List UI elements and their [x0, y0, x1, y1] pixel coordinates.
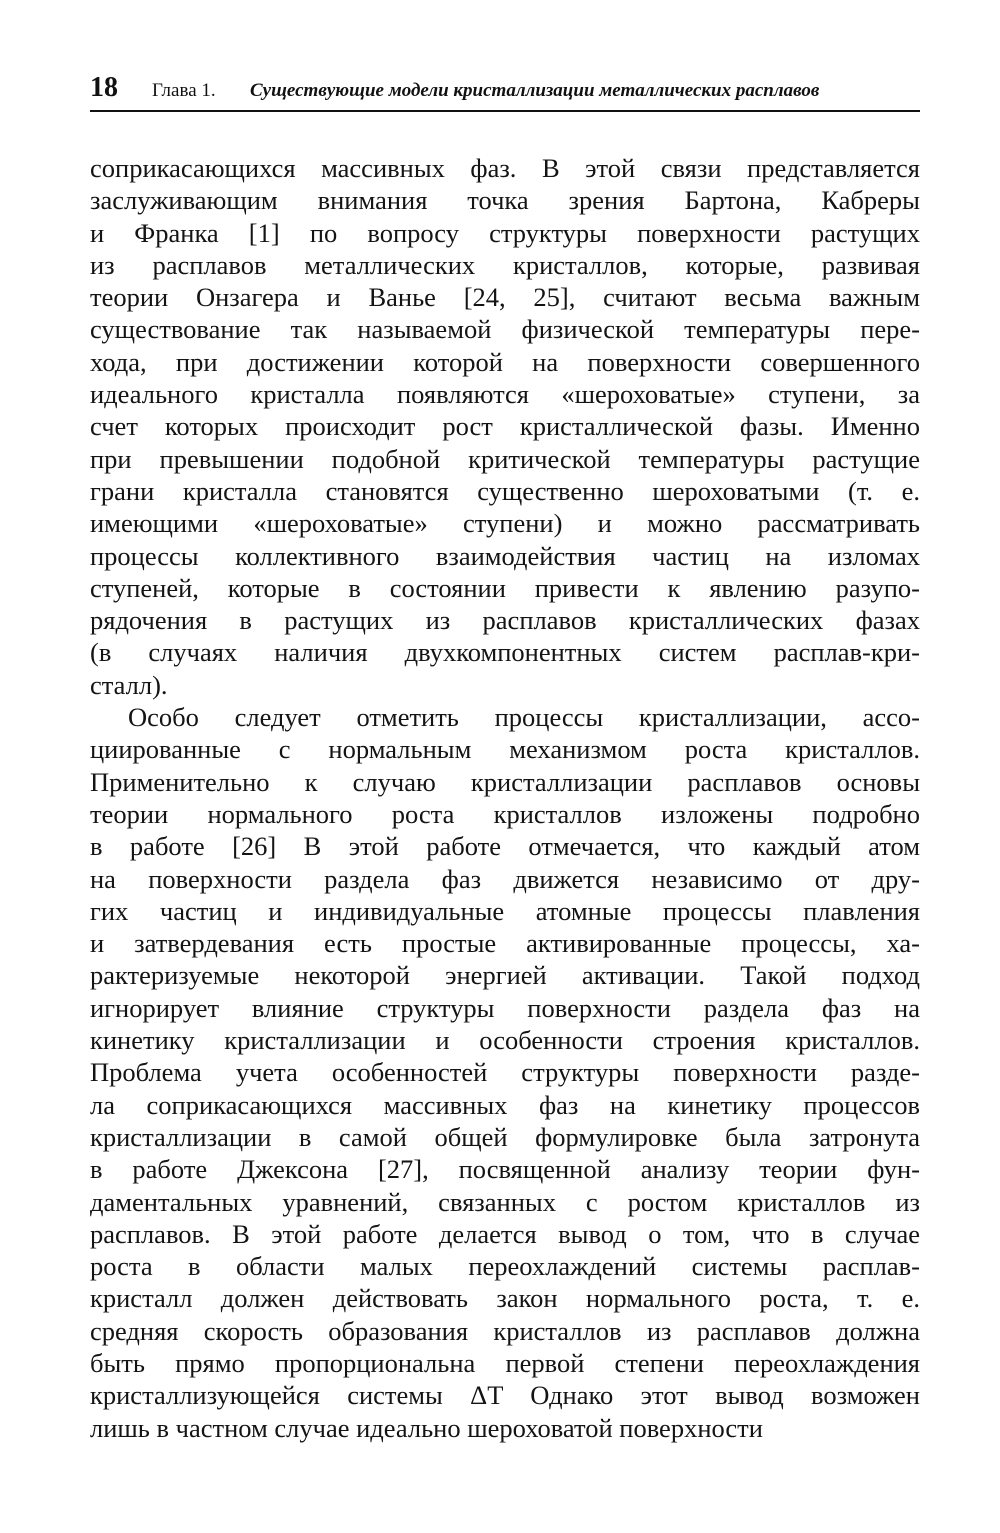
text-line: рядочения в растущих из расплавов кристаллических фазах — [90, 605, 920, 636]
text-line: теории нормального роста кристаллов изложены подробно — [90, 798, 920, 829]
text-line: кристаллизующейся системы ΔT Однако этот вывод возможен — [90, 1380, 920, 1411]
text-line: кристалл должен действовать закон нормального роста, т. е. — [90, 1283, 920, 1314]
text-line: Применительно к случаю кристаллизации расплавов основы — [90, 766, 920, 797]
body-text — [90, 152, 920, 1444]
text-line: роста в области малых переохлаждений системы расплав- — [90, 1251, 920, 1282]
text-line: даментальных уравнений, связанных с ростом кристаллов из — [90, 1186, 920, 1217]
text-line: кристаллизации в самой общей формулировке была затронута — [90, 1121, 920, 1152]
text-line: в работе [26] В этой работе отмечается, что каждый атом — [90, 831, 920, 862]
chapter-label: Глава 1. — [152, 80, 216, 101]
text-line: Особо следует отметить процессы кристаллизации, ассо- — [128, 702, 920, 733]
text-line: в работе Джексона [27], посвященной анализу теории фун- — [90, 1154, 920, 1185]
paragraph — [90, 152, 920, 701]
chapter-title: Существующие модели кристаллизации металлических расплавов — [250, 80, 820, 101]
text-line: теории Онзагера и Ванье [24, 25], считают весьма важным — [90, 282, 920, 313]
text-line: счет которых происходит рост кристаллической фазы. Именно — [90, 411, 920, 442]
text-line: при превышении подобной критической температуры растущие — [90, 443, 920, 474]
running-head — [90, 70, 920, 112]
text-line: (в случаях наличия двухкомпонентных систем расплав-кри- — [90, 637, 920, 668]
text-line: хода, при достижении которой на поверхности совершенного — [90, 346, 920, 377]
text-line: заслуживающим внимания точка зрения Бартона, Кабреры — [90, 185, 920, 216]
text-line: ла соприкасающихся массивных фаз на кинетику процессов — [90, 1089, 920, 1120]
text-line: сталл). — [90, 669, 168, 700]
text-line: из расплавов металлических кристаллов, которые, развивая — [90, 249, 920, 280]
text-line: Проблема учета особенностей структуры поверхности разде- — [90, 1057, 920, 1088]
text-line: имеющими «шероховатые» ступени) и можно рассматривать — [90, 508, 920, 539]
text-line: циированные с нормальным механизмом роста кристаллов. — [90, 734, 920, 765]
text-line: на поверхности раздела фаз движется независимо от дру- — [90, 863, 920, 894]
text-line: игнорирует влияние структуры поверхности раздела фаз на — [90, 992, 920, 1023]
text-line: и Франка [1] по вопросу структуры поверхности растущих — [90, 217, 920, 248]
text-line: гих частиц и индивидуальные атомные процессы плавления — [90, 895, 920, 926]
text-line: кинетику кристаллизации и особенности строения кристаллов. — [90, 1025, 920, 1056]
text-line: расплавов. В этой работе делается вывод о том, что в случае — [90, 1218, 920, 1249]
text-line: процессы коллективного взаимодействия частиц на изломах — [90, 540, 920, 571]
text-line: лишь в частном случае идеально шероховатой поверхности — [90, 1412, 763, 1443]
text-line: и затвердевания есть простые активированные процессы, ха- — [90, 928, 920, 959]
paragraph — [90, 701, 920, 1444]
text-line: грани кристалла становятся существенно шероховатыми (т. е. — [90, 475, 920, 506]
text-line: быть прямо пропорциональна первой степени переохлаждения — [90, 1347, 920, 1378]
text-line: идеального кристалла появляются «шероховатые» ступени, за — [90, 379, 920, 410]
text-line: рактеризуемые некоторой энергией активации. Такой подход — [90, 960, 920, 991]
page-number: 18 — [90, 72, 118, 103]
text-line: существование так называемой физической температуры пере- — [90, 314, 920, 345]
text-line: соприкасающихся массивных фаз. В этой связи представляется — [90, 153, 920, 183]
text-line: средняя скорость образования кристаллов из расплавов должна — [90, 1315, 920, 1346]
text-line: ступеней, которые в состоянии привести к явлению разупо- — [90, 572, 920, 603]
